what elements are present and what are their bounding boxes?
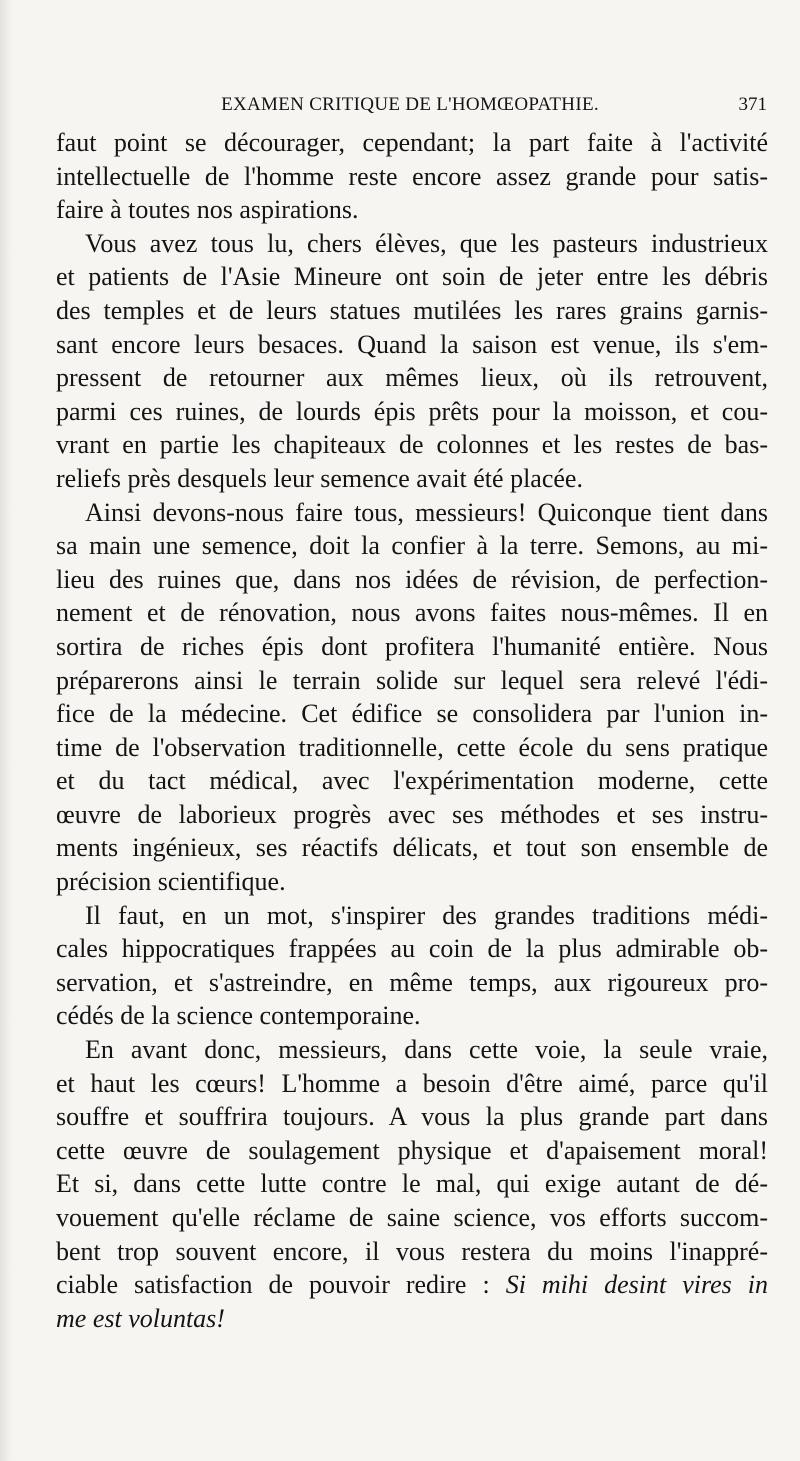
- text-line: bent trop souvent encore, il vous restera du moins l'inappré-: [56, 1236, 768, 1266]
- text-line: précision scientifique.: [56, 867, 286, 897]
- text-line: En avant donc, messieurs, dans cette voie, la seule vraie,: [85, 1035, 768, 1065]
- text-line: et du tact médical, avec l'expérimentation moderne, cette: [56, 766, 768, 796]
- text-line: sant encore leurs besaces. Quand la saison est venue, ils s'em-: [56, 329, 768, 359]
- page-number: 371: [738, 94, 767, 115]
- page-edge-shadow: [0, 0, 12, 1461]
- text-line: ments ingénieux, ses réactifs délicats, et tout son ensemble de: [56, 833, 768, 863]
- text-line-start: ciable satisfaction de pouvoir redire :: [56, 1270, 490, 1300]
- text-line: faut point se décourager, cependant; la part faite à l'activité: [56, 128, 768, 157]
- text-line: sortira de riches épis dont profitera l'humanité entière. Nous: [56, 631, 768, 661]
- text-line: pressent de retourner aux mêmes lieux, où ils retrouvent,: [56, 363, 768, 393]
- text-line: Et si, dans cette lutte contre le mal, qui exige autant de dé-: [56, 1169, 768, 1199]
- running-head: EXAMEN CRITIQUE DE L'HOMŒOPATHIE.: [221, 94, 599, 115]
- text-line: cette œuvre de soulagement physique et d'apaisement moral!: [56, 1135, 768, 1165]
- text-line: nement et de rénovation, nous avons faites nous-mêmes. Il en: [56, 598, 768, 628]
- text-line: fice de la médecine. Cet édifice se consolidera par l'union in-: [56, 699, 768, 729]
- text-line: faire à toutes nos aspirations.: [56, 195, 359, 225]
- latin-quote-end: me est voluntas!: [56, 1303, 225, 1333]
- text-line: servation, et s'astreindre, en même temps, aux rigoureux pro-: [56, 967, 768, 997]
- text-line: cédés de la science contemporaine.: [56, 1001, 421, 1031]
- text-line: et haut les cœurs! L'homme a besoin d'être aimé, parce qu'il: [56, 1068, 768, 1098]
- latin-quote-start: Si mihi desint vires in: [505, 1270, 768, 1300]
- text-line: œuvre de laborieux progrès avec ses méthodes et ses instru-: [56, 799, 768, 829]
- text-line: lieu des ruines que, dans nos idées de révision, de perfection-: [56, 564, 768, 594]
- text-line: des temples et de leurs statues mutilées les rares grains garnis-: [56, 295, 768, 325]
- text-line: vouement qu'elle réclame de saine science, vos efforts succom-: [56, 1203, 768, 1232]
- text-line: vrant en partie les chapiteaux de colonnes et les restes de bas-: [56, 430, 768, 460]
- text-line: cales hippocratiques frappées au coin de la plus admirable ob-: [56, 934, 768, 964]
- text-line: Il faut, en un mot, s'inspirer des grandes traditions médi-: [85, 900, 768, 930]
- text-line: Ainsi devons-nous faire tous, messieurs! Quiconque tient dans: [85, 497, 768, 527]
- text-line: souffre et souffrira toujours. A vous la plus grande part dans: [56, 1102, 768, 1132]
- text-line: intellectuelle de l'homme reste encore assez grande pour satis-: [56, 161, 768, 191]
- text-line: time de l'observation traditionnelle, cette école du sens pratique: [56, 732, 768, 762]
- text-line: reliefs près desquels leur semence avait été placée.: [56, 463, 583, 493]
- text-line: Vous avez tous lu, chers élèves, que les pasteurs industrieux: [85, 228, 768, 258]
- text-line: sa main une semence, doit la confier à la terre. Semons, au mi-: [56, 531, 768, 561]
- text-line: et patients de l'Asie Mineure ont soin de jeter entre les débris: [56, 262, 768, 292]
- text-line: préparerons ainsi le terrain solide sur lequel sera relevé l'édi-: [56, 665, 768, 695]
- text-line-with-quote: [56, 1268, 768, 1302]
- text-line: parmi ces ruines, de lourds épis prêts pour la moisson, et cou-: [56, 396, 768, 426]
- body-text: [56, 126, 768, 1335]
